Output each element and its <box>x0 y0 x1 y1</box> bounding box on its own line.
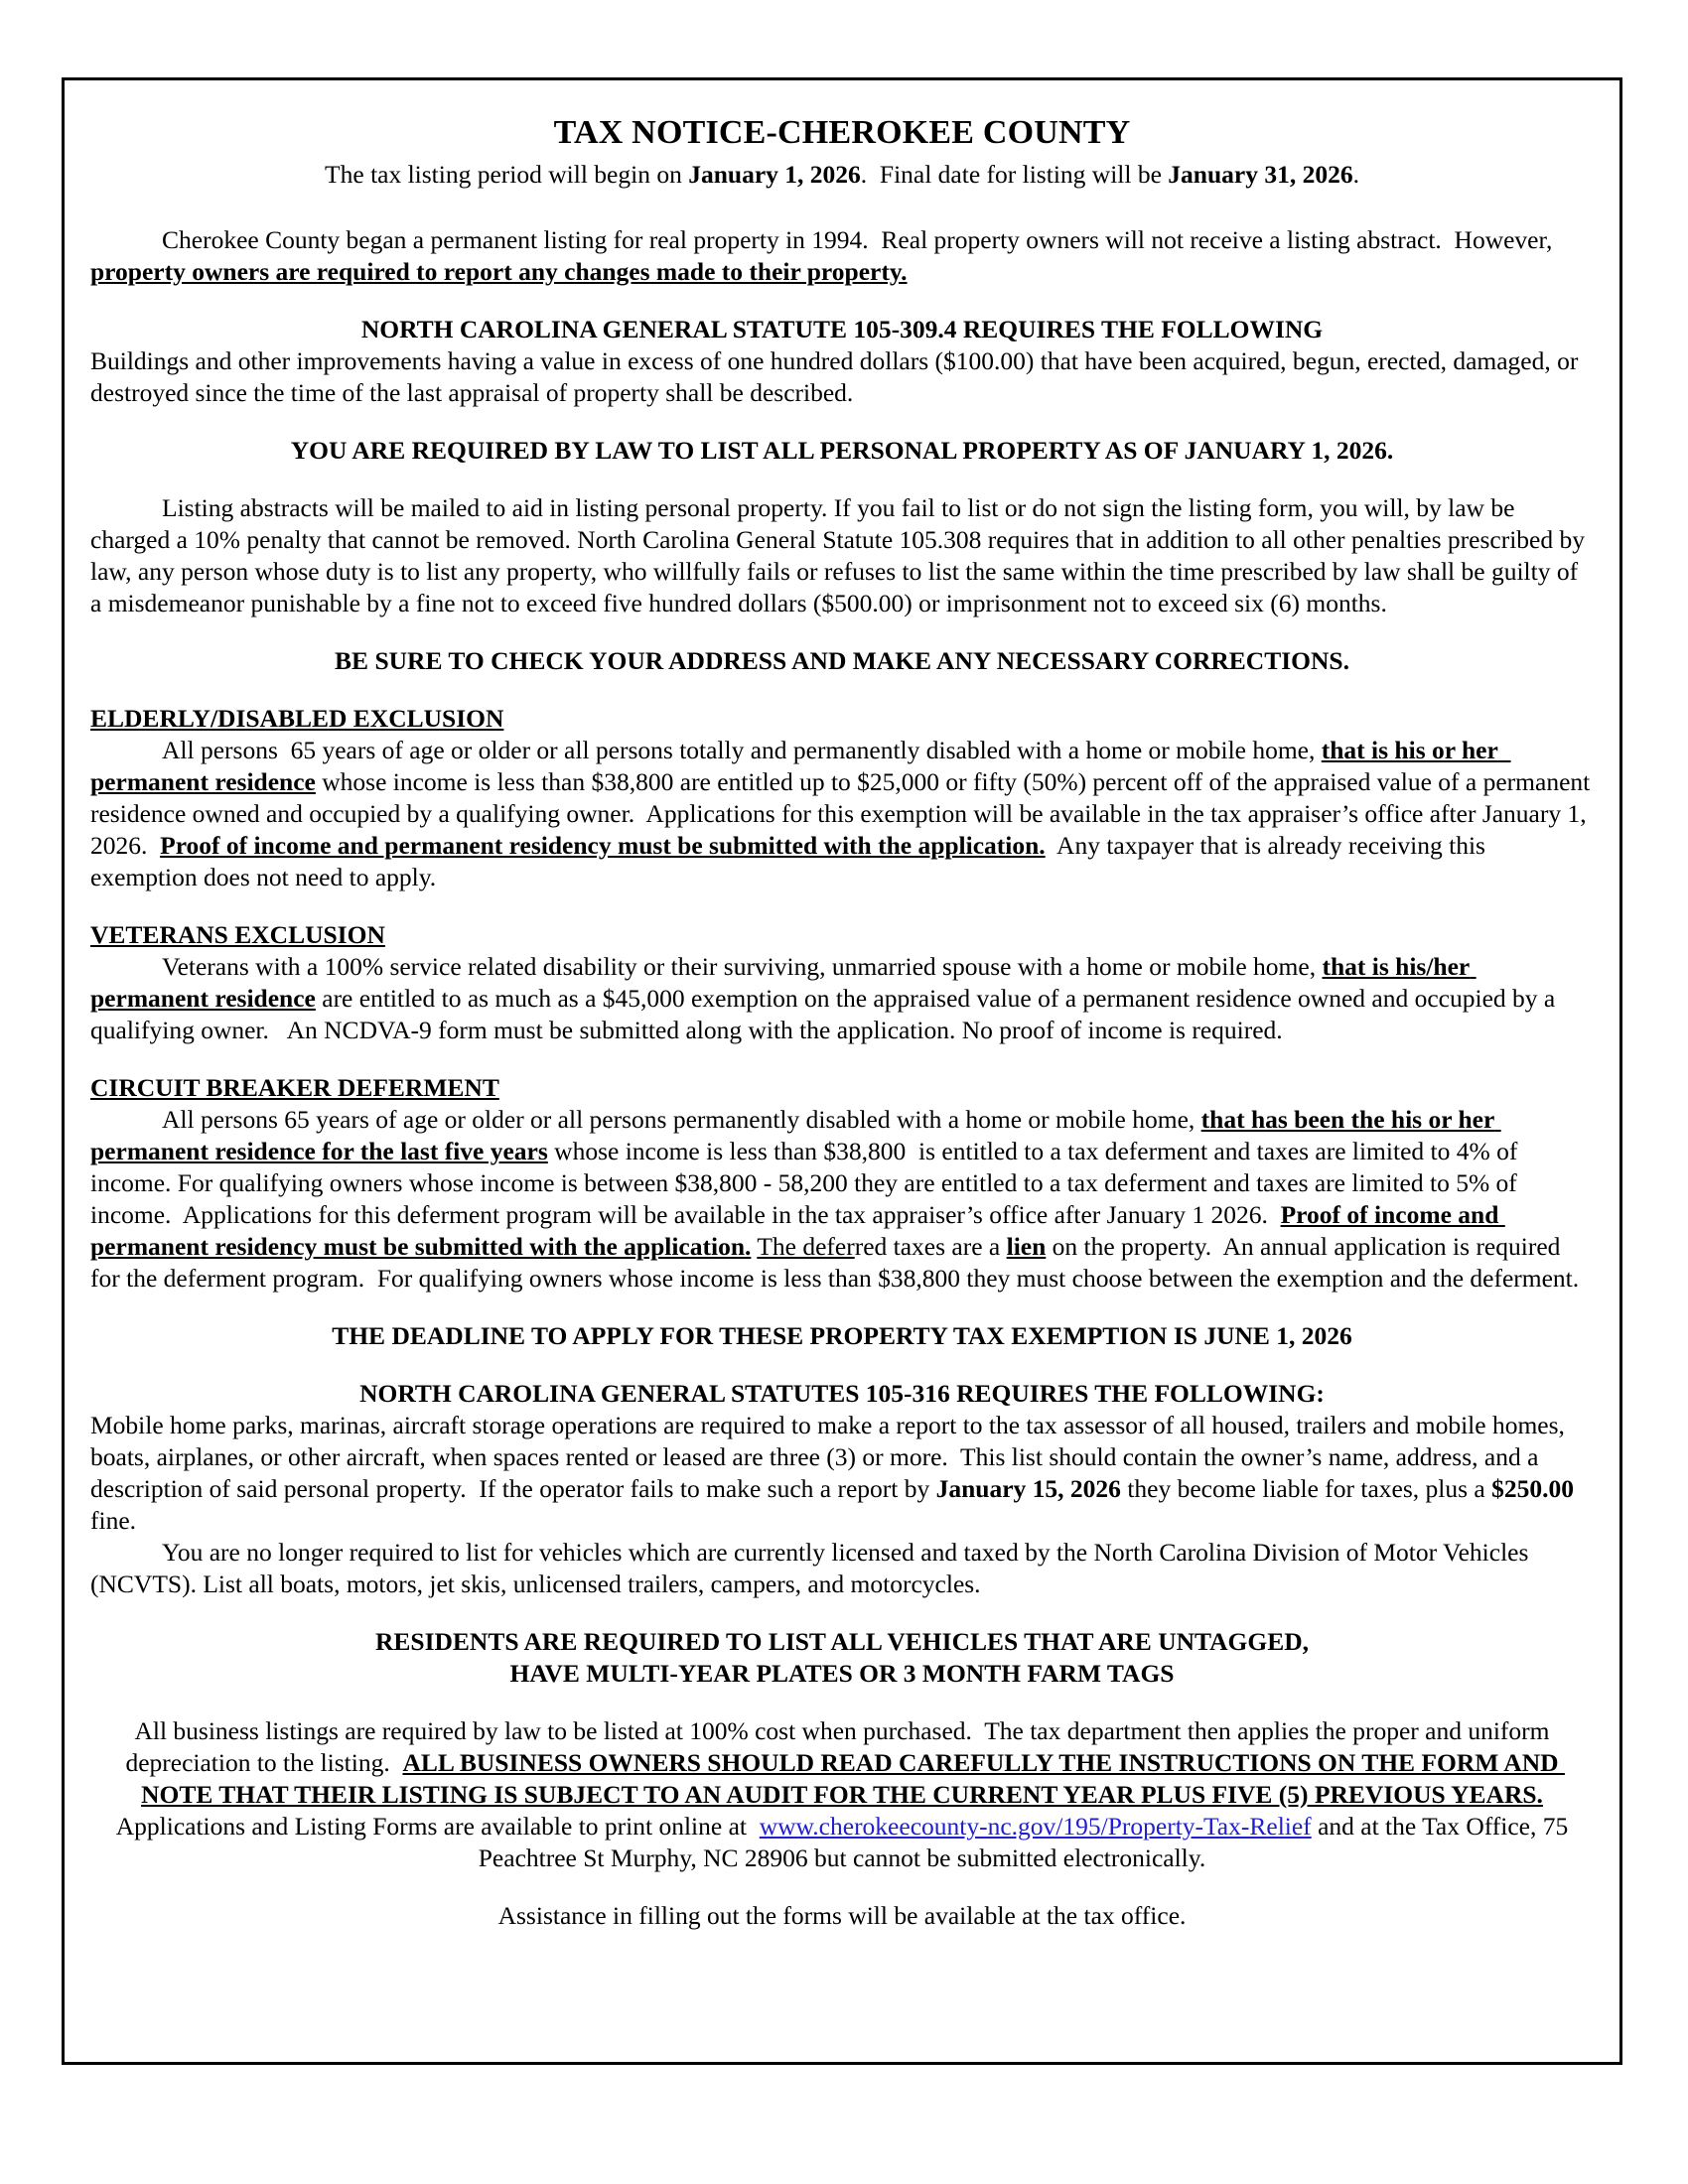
veterans-heading-text: VETERANS EXCLUSION <box>90 919 385 949</box>
circuit-breaker-heading-text: CIRCUIT BREAKER DEFERMENT <box>90 1072 499 1102</box>
spacer <box>90 1874 1594 1900</box>
s316-text-3: fine. <box>90 1473 1581 1535</box>
cb-text-5: on the property. An annual application is required for the deferment program. For qualifying owners whose income is less than $38,800 they must choose between the exemption and the deferment. <box>90 1231 1580 1293</box>
listing-period-subtitle <box>90 159 1594 191</box>
spacer <box>90 1295 1594 1320</box>
subtitle-part2: . Final date for listing will be <box>860 159 1169 189</box>
cb-text-4: red taxes are a <box>854 1231 1007 1261</box>
applications-paragraph <box>90 1811 1594 1874</box>
spacer <box>90 467 1594 492</box>
spacer <box>90 893 1594 919</box>
statute-105-316-heading: NORTH CAROLINA GENERAL STATUTES 105-316 REQUIRES THE FOLLOWING: <box>359 1378 1325 1408</box>
elderly-emphasis-1: that is his or her permanent residence <box>90 735 1511 796</box>
business-listings-paragraph <box>90 1715 1594 1811</box>
cb-emphasis-2: Proof of income and permanent residency must be submitted with the application. <box>90 1199 1505 1261</box>
elderly-text-1: All persons 65 years of age or older or all persons totally and permanently disabled with a home or mobile home, <box>162 735 1322 764</box>
s316-fine-amount: $250.00 <box>1491 1473 1574 1503</box>
circuit-breaker-section-heading <box>90 1072 1594 1104</box>
intro-text: Cherokee County began a permanent listing for real property in 1994. Real property owners will not receive a listing abstract. However, <box>162 224 1559 254</box>
document-body <box>65 80 1619 1932</box>
listing-end-date: January 31, 2026 <box>1168 159 1353 189</box>
veterans-section-heading <box>90 919 1594 951</box>
elderly-disabled-paragraph <box>90 735 1597 893</box>
applications-text-1: Applications and Listing Forms are available to print online at <box>115 1811 760 1841</box>
s316-text-1: Mobile home parks, marinas, aircraft storage operations are required to make a report to the tax assessor of all housed, trailers and mobile homes, boats, airplanes, or other aircraft, when spaces rented or leased are three (3) or more. This list should contain the owner’s name, address, and a description of said personal property. If the operator fails to make such a report by <box>90 1410 1572 1503</box>
spacer <box>90 677 1594 703</box>
veterans-paragraph <box>90 951 1594 1046</box>
elderly-disabled-heading-text: ELDERLY/DISABLED EXCLUSION <box>90 703 504 733</box>
assistance-paragraph: Assistance in filling out the forms will be available at the tax office. <box>497 1900 1187 1930</box>
business-audit-emphasis: ALL BUSINESS OWNERS SHOULD READ CAREFULLY THE INSTRUCTIONS ON THE FORM AND NOTE THAT THEIR LISTING IS SUBJECT TO AN AUDIT FOR THE CURRENT YEAR PLUS FIVE (5) PREVIOUS YEARS. <box>141 1747 1565 1809</box>
listing-start-date: January 1, 2026 <box>688 159 861 189</box>
residents-heading-line-2: HAVE MULTI-YEAR PLATES OR 3 MONTH FARM TAGS <box>509 1658 1175 1688</box>
intro-emphasis: property owners are required to report any changes made to their property. <box>90 256 908 286</box>
elderly-disabled-section-heading <box>90 703 1594 735</box>
elderly-text-2: whose income is less than $38,800 are entitled up to $25,000 or fifty (50%) percent off of the appraised value of a permanent residence owned and occupied by a qualifying owner. Applications for this exemption will be available in the tax appraiser’s office after January 1, 2026. <box>90 766 1597 860</box>
spacer <box>90 1600 1594 1626</box>
statute-105-309-4-heading: NORTH CAROLINA GENERAL STATUTE 105-309.4 REQUIRES THE FOLLOWING <box>360 314 1324 343</box>
document-page-border <box>62 77 1622 2065</box>
residents-heading-line-1: RESIDENTS ARE REQUIRED TO LIST ALL VEHICLES THAT ARE UNTAGGED, <box>374 1626 1310 1656</box>
listing-abstracts-paragraph: Listing abstracts will be mailed to aid in listing personal property. If you fail to list or do not sign the listing form, you will, by law be charged a 10% penalty that cannot be removed. North Carolina General Statute 105.308 requires that in addition to all other penalties prescribed by law, any person whose duty is to list any property, who willfully fails or refuses to list the same within the time prescribed by law shall be guilty of a misdemeanor punishable by a fine not to exceed five hundred dollars ($500.00) or imprisonment not to exceed six (6) months. <box>90 492 1585 617</box>
elderly-text-3: Any taxpayer that is already receiving this exemption does not need to apply. <box>90 830 1492 891</box>
required-by-law-heading: YOU ARE REQUIRED BY LAW TO LIST ALL PERSONAL PROPERTY AS OF JANUARY 1, 2026. <box>290 435 1394 465</box>
cb-emphasis-lien: lien <box>1006 1231 1047 1261</box>
spacer <box>90 619 1594 645</box>
veterans-emphasis-1: that is his/her permanent residence <box>90 951 1477 1013</box>
veterans-text-2: are entitled to as much as a $45,000 exemption on the appraised value of a permanent residence owned and occupied by a qualifying owner. An NCDVA-9 form must be submitted along with the application. No proof of income is required. <box>90 983 1562 1044</box>
spacer <box>90 409 1594 435</box>
page-title: TAX NOTICE-CHEROKEE COUNTY <box>553 114 1131 151</box>
cb-text-1: All persons 65 years of age or older or all persons permanently disabled with a home or mobile home, <box>162 1104 1201 1134</box>
vehicles-paragraph: You are no longer required to list for vehicles which are currently licensed and taxed by the North Carolina Division of Motor Vehicles (NCVTS). List all boats, motors, jet skis, unlicensed trailers, campers, and motorcycles. <box>90 1537 1529 1598</box>
intro-paragraph <box>90 224 1594 288</box>
s316-report-deadline: January 15, 2026 <box>935 1473 1121 1503</box>
cb-text-2: whose income is less than $38,800 is entitled to a tax deferment and taxes are limited to 4% of income. For qualifying owners whose income is between $38,800 - 58,200 they are entitled to a tax deferment and taxes are limited to 5% of income. Applications for this deferment program will be available in the tax appraiser’s office after January 1 2026. <box>90 1136 1524 1229</box>
elderly-emphasis-2: Proof of income and permanent residency must be submitted with the application. <box>160 830 1046 860</box>
subtitle-part1: The tax listing period will begin on <box>325 159 689 189</box>
subtitle-part3: . <box>1352 159 1359 189</box>
deadline-heading: THE DEADLINE TO APPLY FOR THESE PROPERTY TAX EXEMPTION IS JUNE 1, 2026 <box>332 1320 1352 1350</box>
statute-105-316-body <box>90 1410 1594 1537</box>
veterans-text-1: Veterans with a 100% service related disability or their surviving, unmarried spouse with a home or mobile home, <box>162 951 1323 981</box>
business-text-1: All business listings are required by law to be listed at 100% cost when purchased. The tax department then applies the proper and uniform depreciation to the listing. <box>125 1715 1556 1777</box>
spacer <box>90 1352 1594 1378</box>
spacer <box>90 288 1594 314</box>
property-tax-relief-link[interactable]: www.cherokeecounty-nc.gov/195/Property-Tax-Relief <box>759 1811 1312 1841</box>
spacer <box>90 191 1594 224</box>
cb-emphasis-1: that has been the his or her permanent residence for the last five years <box>90 1104 1501 1165</box>
circuit-breaker-paragraph <box>90 1104 1594 1295</box>
statute-105-309-4-body: Buildings and other improvements having a value in excess of one hundred dollars ($100.00) that have been acquired, begun, erected, damaged, or destroyed since the time of the last appraisal of property shall be described. <box>90 345 1579 407</box>
s316-text-2: they become liable for taxes, plus a <box>1120 1473 1492 1503</box>
cb-emphasis-3: The defer <box>757 1231 855 1261</box>
spacer <box>90 1690 1594 1715</box>
applications-text-2: and at the Tax Office, 75 Peachtree St Murphy, NC 28906 but cannot be submitted electronically. <box>478 1811 1575 1872</box>
spacer <box>90 1046 1594 1072</box>
check-address-heading: BE SURE TO CHECK YOUR ADDRESS AND MAKE ANY NECESSARY CORRECTIONS. <box>335 645 1349 675</box>
